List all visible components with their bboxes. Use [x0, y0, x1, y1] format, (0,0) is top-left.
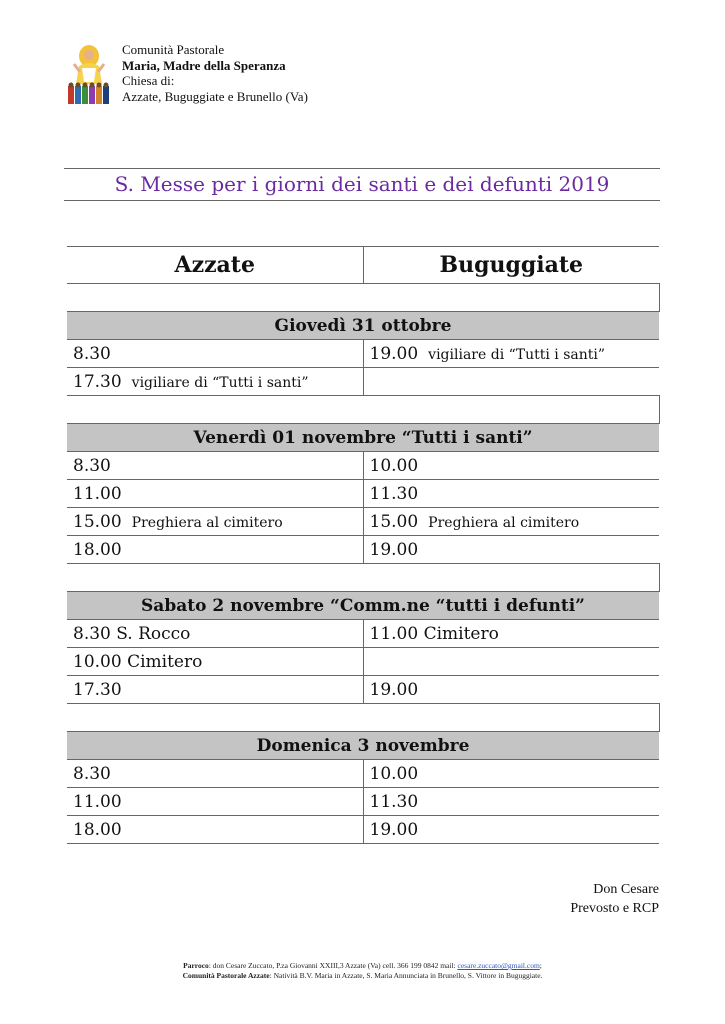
- mass-time: 10.00 Cimitero: [73, 651, 203, 672]
- spacer-cell: [67, 704, 659, 732]
- day-header-row: [67, 424, 659, 452]
- azzate-mass-cell: [67, 508, 363, 536]
- mass-row: [67, 676, 659, 704]
- footer-line-community: [0, 971, 725, 981]
- footer-label-community: Comunità Pastorale Azzate: [182, 971, 270, 980]
- mass-row: [67, 452, 659, 480]
- header-line-towns: Azzate, Buguggiate e Brunello (Va): [122, 88, 308, 104]
- footer: [0, 961, 725, 981]
- spacer-row: [67, 396, 659, 424]
- day-title: Sabato 2 novembre “Comm.ne “tutti i defunti”: [67, 592, 659, 620]
- azzate-mass-cell: [67, 648, 363, 676]
- mass-row: [67, 620, 659, 648]
- mass-time: 19.00: [369, 343, 419, 364]
- mass-time: 11.30: [369, 791, 419, 812]
- azzate-mass-cell: [67, 676, 363, 704]
- mass-note: vigiliare di “Tutti i santi”: [131, 374, 309, 391]
- mass-time: 8.30: [73, 763, 111, 784]
- day-title: Giovedì 31 ottobre: [67, 312, 659, 340]
- day-title: Domenica 3 novembre: [67, 732, 659, 760]
- mass-row: [67, 788, 659, 816]
- mass-time: 19.00: [369, 819, 419, 840]
- buguggiate-mass-cell: [363, 788, 659, 816]
- mass-time: 8.30: [73, 343, 111, 364]
- mass-time: 11.00: [73, 483, 122, 504]
- mass-time: 15.00: [73, 511, 122, 532]
- mass-time: 8.30: [73, 455, 111, 476]
- header-line-churches-label: Chiesa di:: [122, 73, 175, 88]
- footer-text-parroco: : don Cesare Zuccato, P.za Giovanni XXIII,3 Azzate (Va) cell. 366 199 0842 mail:: [208, 961, 458, 970]
- header-line-community: Comunità Pastorale: [122, 42, 225, 57]
- mass-time: 19.00: [369, 539, 419, 560]
- signature-name: Don Cesare: [593, 882, 659, 897]
- day-header-row: [67, 312, 659, 340]
- mass-time: 10.00: [369, 455, 419, 476]
- mass-row: [67, 368, 659, 396]
- parish-header-text: [122, 42, 308, 104]
- buguggiate-mass-cell: [363, 368, 659, 396]
- spacer-row: [67, 284, 659, 312]
- buguggiate-mass-cell: [363, 452, 659, 480]
- azzate-mass-cell: [67, 340, 363, 368]
- signature-role: Prevosto e RCP: [570, 901, 659, 916]
- mass-time: 8.30 S. Rocco: [73, 623, 191, 644]
- column-header-azzate: Azzate: [67, 247, 363, 284]
- azzate-mass-cell: [67, 620, 363, 648]
- day-header-row: [67, 592, 659, 620]
- title-bar: [64, 168, 660, 201]
- mass-row: [67, 480, 659, 508]
- column-header-buguggiate: Buguggiate: [363, 247, 659, 284]
- header-line-name: Maria, Madre della Speranza: [122, 57, 286, 73]
- mass-row: [67, 760, 659, 788]
- mass-time: 15.00: [369, 511, 419, 532]
- spacer-cell: [67, 284, 659, 312]
- mass-row: [67, 508, 659, 536]
- footer-text-community: : Natività B.V. Maria in Azzate, S. Maria Annunciata in Brunello, S. Vittore in Buguggiate.: [269, 971, 543, 980]
- buguggiate-mass-cell: [363, 508, 659, 536]
- mass-time: 11.30: [369, 483, 419, 504]
- mass-row: [67, 536, 659, 564]
- buguggiate-mass-cell: [363, 760, 659, 788]
- signature: [570, 880, 659, 918]
- mass-note: vigiliare di “Tutti i santi”: [428, 346, 606, 363]
- mass-note: Preghiera al cimitero: [428, 514, 580, 531]
- mass-time: 18.00: [73, 819, 122, 840]
- buguggiate-mass-cell: [363, 340, 659, 368]
- spacer-cell: [67, 396, 659, 424]
- azzate-mass-cell: [67, 536, 363, 564]
- footer-email-link[interactable]: cesare.zuccato@gmail.com: [457, 961, 540, 970]
- buguggiate-mass-cell: [363, 620, 659, 648]
- spacer-cell: [67, 564, 659, 592]
- mass-time: 10.00: [369, 763, 419, 784]
- mass-time: 17.30: [73, 679, 122, 700]
- footer-line-parroco: [0, 961, 725, 971]
- azzate-mass-cell: [67, 452, 363, 480]
- azzate-mass-cell: [67, 816, 363, 844]
- mass-time: 17.30: [73, 371, 122, 392]
- day-title: Venerdì 01 novembre “Tutti i santi”: [67, 424, 659, 452]
- spacer-row: [67, 704, 659, 732]
- mass-time: 19.00: [369, 679, 419, 700]
- buguggiate-mass-cell: [363, 480, 659, 508]
- mass-row: [67, 816, 659, 844]
- buguggiate-mass-cell: [363, 676, 659, 704]
- madonna-logo-icon: [64, 42, 114, 106]
- footer-text-end: ;: [539, 961, 542, 970]
- azzate-mass-cell: [67, 788, 363, 816]
- mass-time: 11.00: [73, 791, 122, 812]
- buguggiate-mass-cell: [363, 816, 659, 844]
- column-header-row: [67, 247, 659, 284]
- azzate-mass-cell: [67, 480, 363, 508]
- page-title: S. Messe per i giorni dei santi e dei defunti 2019: [114, 172, 610, 196]
- buguggiate-mass-cell: [363, 536, 659, 564]
- footer-label-parroco: Parroco: [183, 961, 209, 970]
- mass-row: [67, 648, 659, 676]
- buguggiate-mass-cell: [363, 648, 659, 676]
- mass-note: Preghiera al cimitero: [131, 514, 283, 531]
- mass-time: 18.00: [73, 539, 122, 560]
- spacer-row: [67, 564, 659, 592]
- azzate-mass-cell: [67, 760, 363, 788]
- mass-schedule-table: [67, 246, 660, 844]
- mass-row: [67, 340, 659, 368]
- day-header-row: [67, 732, 659, 760]
- azzate-mass-cell: [67, 368, 363, 396]
- mass-time: 11.00 Cimitero: [369, 623, 499, 644]
